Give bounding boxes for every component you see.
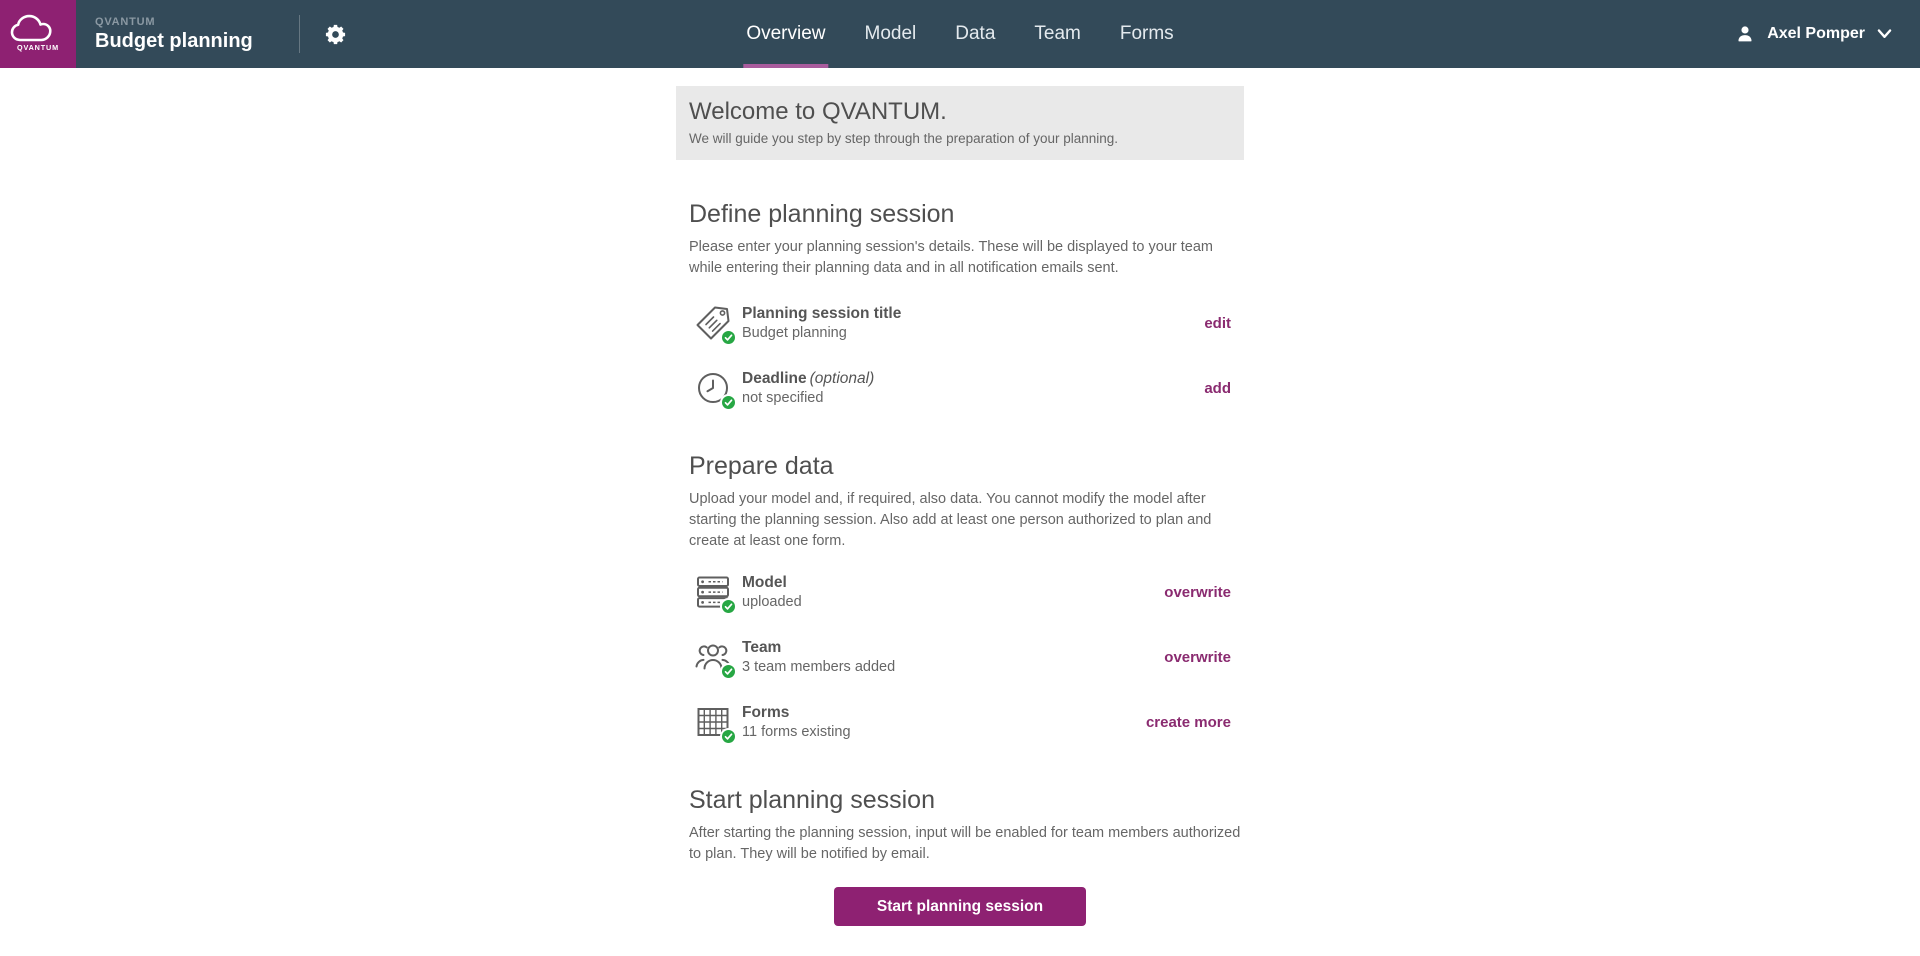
gear-icon bbox=[324, 23, 347, 46]
top-bar bbox=[0, 0, 1920, 68]
start-description: After starting the planning session, input will be enabled for team members authorized to plan. They will be notified by email. bbox=[689, 825, 1241, 862]
prepare-description: Upload your model and, if required, also data. You cannot modify the model after starting the planning session. Also add at least one person authorized to plan and create at least one form. bbox=[689, 491, 1212, 549]
welcome-subtitle: We will guide you step by step through the preparation of your planning. bbox=[689, 131, 1119, 146]
team-row bbox=[676, 637, 1244, 677]
settings-gear-button[interactable] bbox=[324, 23, 347, 46]
deadline-row bbox=[676, 368, 1244, 408]
tag-icon bbox=[693, 303, 733, 343]
model-row bbox=[676, 572, 1244, 612]
check-icon bbox=[723, 731, 734, 742]
prepare-section bbox=[676, 452, 1244, 742]
logo-wordmark: QVANTUM bbox=[16, 43, 60, 53]
define-description: Please enter your planning session's details. These will be displayed to your team while entering their planning data and in all notification emails sent. bbox=[689, 239, 1213, 276]
app-name-label: QVANTUM bbox=[95, 15, 156, 28]
item-title: Deadline (optional) bbox=[742, 370, 875, 387]
item-value: Budget planning bbox=[742, 325, 847, 341]
item-value: not specified bbox=[742, 390, 824, 406]
tab-overview[interactable] bbox=[745, 0, 826, 68]
check-badge bbox=[720, 598, 737, 615]
define-heading: Define planning session bbox=[689, 200, 955, 228]
header-divider bbox=[299, 15, 300, 53]
overwrite-model-link[interactable]: overwrite bbox=[1164, 583, 1231, 601]
tab-team[interactable] bbox=[1033, 0, 1081, 68]
planning-title-row bbox=[676, 303, 1244, 343]
add-link[interactable]: add bbox=[1204, 379, 1231, 397]
create-more-forms-link[interactable]: create more bbox=[1145, 713, 1231, 731]
main-content bbox=[676, 86, 1244, 926]
item-title: Team bbox=[742, 639, 782, 656]
start-planning-session-button[interactable]: Start planning session bbox=[834, 887, 1086, 926]
tab-forms[interactable] bbox=[1119, 0, 1175, 68]
cloud-icon bbox=[5, 5, 71, 63]
check-icon bbox=[723, 666, 734, 677]
server-icon bbox=[693, 572, 733, 612]
tab-data[interactable] bbox=[954, 0, 996, 68]
qvantum-logo bbox=[0, 0, 76, 68]
forms-grid-icon bbox=[693, 702, 733, 742]
check-badge bbox=[720, 394, 737, 411]
chevron-down-icon bbox=[1876, 27, 1893, 41]
header-title-block bbox=[95, 16, 253, 53]
define-section bbox=[676, 200, 1244, 408]
clock-icon bbox=[693, 368, 733, 408]
item-title: Planning session title bbox=[742, 305, 902, 322]
start-section bbox=[676, 786, 1244, 926]
tab-data-label: Data bbox=[955, 23, 996, 44]
item-value: uploaded bbox=[742, 594, 802, 610]
overwrite-team-link[interactable]: overwrite bbox=[1164, 648, 1231, 666]
tab-model-label: Model bbox=[864, 23, 917, 44]
tab-forms-label: Forms bbox=[1119, 23, 1174, 44]
active-tab-indicator bbox=[743, 64, 828, 68]
user-menu[interactable] bbox=[1734, 0, 1893, 68]
check-icon bbox=[723, 397, 734, 408]
main-nav bbox=[745, 0, 1174, 68]
user-name: Axel Pomper bbox=[1767, 25, 1865, 42]
welcome-title: Welcome to QVANTUM. bbox=[689, 98, 947, 125]
prepare-heading: Prepare data bbox=[689, 452, 834, 480]
check-badge bbox=[720, 728, 737, 745]
start-heading: Start planning session bbox=[689, 786, 935, 814]
tab-overview-label: Overview bbox=[746, 23, 826, 44]
check-icon bbox=[723, 601, 734, 612]
team-icon bbox=[693, 637, 733, 677]
item-value: 3 team members added bbox=[742, 659, 896, 675]
user-avatar-icon bbox=[1734, 23, 1756, 45]
item-title: Forms bbox=[742, 704, 790, 721]
item-value: 11 forms existing bbox=[742, 724, 851, 740]
session-title: Budget planning bbox=[95, 29, 253, 52]
check-icon bbox=[723, 332, 734, 343]
tab-team-label: Team bbox=[1034, 23, 1081, 44]
welcome-banner bbox=[676, 86, 1244, 160]
check-badge bbox=[720, 329, 737, 346]
edit-link[interactable]: edit bbox=[1204, 314, 1231, 332]
forms-row bbox=[676, 702, 1244, 742]
tab-model[interactable] bbox=[864, 0, 918, 68]
item-title: Model bbox=[742, 574, 787, 591]
check-badge bbox=[720, 663, 737, 680]
